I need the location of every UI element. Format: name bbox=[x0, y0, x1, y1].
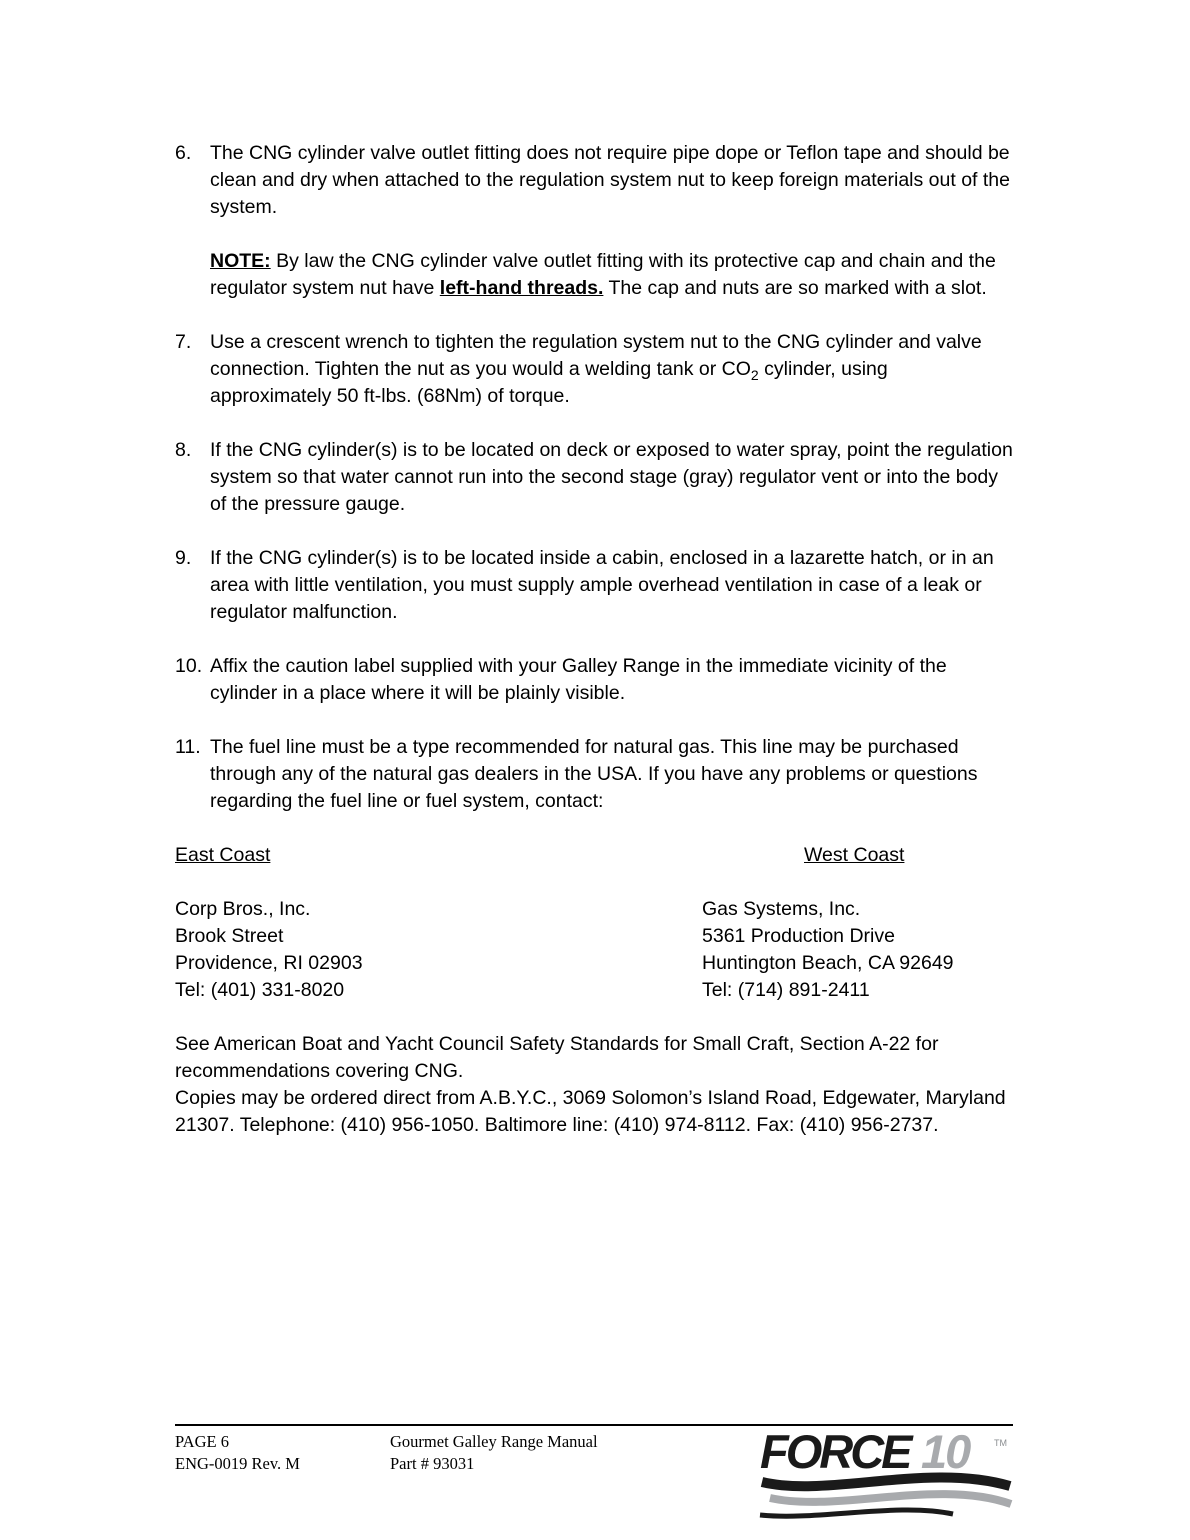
closing-paragraph: Copies may be ordered direct from A.B.Y.C., 3069 Solomon’s Island Road, Edgewater, Maryland 21307. Telephone: (410) 956-1050. Baltimore line: (410) 974-8112. Fax: (410) 956-2737. bbox=[175, 1087, 1006, 1136]
address-line: Gas Systems, Inc. bbox=[702, 898, 861, 920]
paragraph bbox=[210, 545, 1013, 626]
footer-left-column bbox=[175, 1431, 390, 1475]
item-text bbox=[210, 140, 1013, 302]
text-segment: left-hand threads. bbox=[439, 277, 604, 299]
item-text bbox=[210, 329, 1013, 410]
text-segment: The CNG cylinder valve outlet fitting does not require pipe dope or Teflon tape and should be clean and dry when attached to the regulation system nut to keep foreign materials out of the system. bbox=[210, 142, 1010, 218]
item-number: 6. bbox=[175, 142, 192, 164]
text-segment: By law the CNG cylinder valve outlet fitting with its protective cap and chain and the regulator system nut have bbox=[210, 250, 996, 299]
logo-swoosh-bottom bbox=[760, 1510, 953, 1516]
logo-word-force: FORCE bbox=[760, 1428, 910, 1478]
item-number: 11. bbox=[175, 736, 201, 758]
west-coast-heading-cell bbox=[702, 842, 1013, 869]
text-segment: Use a crescent wrench to tighten the regulation system nut to the CNG cylinder and valve connection. Tighten the nut as you would a welding tank or CO bbox=[210, 331, 982, 380]
force10-logo bbox=[758, 1428, 1013, 1524]
west-address bbox=[702, 896, 1013, 1004]
list-item bbox=[175, 329, 1013, 410]
address-line: Providence, RI 02903 bbox=[175, 952, 363, 974]
list-item bbox=[175, 140, 1013, 302]
address-line: Huntington Beach, CA 92649 bbox=[702, 952, 954, 974]
text-segment: 2 bbox=[750, 366, 759, 383]
text-segment: cylinder, using approximately 50 ft-lbs. (68Nm) of torque. bbox=[210, 358, 888, 407]
paragraph bbox=[210, 329, 1013, 410]
closing-paragraphs bbox=[175, 1031, 1013, 1139]
text-segment: The cap and nuts are so marked with a slot. bbox=[603, 277, 987, 299]
paragraph bbox=[210, 653, 1013, 707]
footer-rule bbox=[175, 1424, 1013, 1426]
footer-center-column bbox=[390, 1431, 710, 1475]
item-text bbox=[210, 734, 1013, 815]
east-coast-heading: East Coast bbox=[175, 844, 271, 866]
address-line: Tel: (714) 891-2411 bbox=[702, 979, 870, 1001]
item-number: 7. bbox=[175, 331, 192, 353]
paragraph bbox=[210, 437, 1013, 518]
page-content bbox=[175, 140, 1013, 1139]
item-text bbox=[210, 653, 1013, 707]
text-segment: NOTE: bbox=[210, 250, 271, 272]
item-number: 8. bbox=[175, 439, 192, 461]
contacts-body bbox=[175, 896, 1013, 1004]
force10-logo-graphic bbox=[758, 1428, 1013, 1524]
part-number: Part # 93031 bbox=[390, 1454, 475, 1473]
page-number: PAGE 6 bbox=[175, 1432, 229, 1451]
text-segment: If the CNG cylinder(s) is to be located on deck or exposed to water spray, point the regulation system so that water cannot run into the second stage (gray) regulator vent or into the body of the pressure gauge. bbox=[210, 439, 1013, 515]
list-item bbox=[175, 437, 1013, 518]
contacts-headings bbox=[175, 842, 1013, 869]
address-line: 5361 Production Drive bbox=[702, 925, 895, 947]
list-item bbox=[175, 653, 1013, 707]
item-text bbox=[210, 437, 1013, 518]
west-coast-heading: West Coast bbox=[804, 844, 905, 866]
logo-swoosh-black bbox=[762, 1477, 1010, 1486]
item-number: 10. bbox=[175, 655, 203, 677]
logo-swoosh-gray bbox=[770, 1494, 1011, 1504]
list-item bbox=[175, 545, 1013, 626]
text-segment: Affix the caution label supplied with your Galley Range in the immediate vicinity of the cylinder in a place where it will be plainly visible. bbox=[210, 655, 947, 704]
manual-title: Gourmet Galley Range Manual bbox=[390, 1432, 598, 1451]
text-segment: The fuel line must be a type recommended for natural gas. This line may be purchased through any of the natural gas dealers in the USA. If you have any problems or questions regarding the fuel line or fuel system, contact: bbox=[210, 736, 978, 812]
paragraph bbox=[210, 734, 1013, 815]
paragraph bbox=[210, 248, 1013, 302]
doc-code: ENG-0019 Rev. M bbox=[175, 1454, 300, 1473]
address-line: Brook Street bbox=[175, 925, 284, 947]
text-segment: If the CNG cylinder(s) is to be located inside a cabin, enclosed in a lazarette hatch, or in an area with little ventilation, you must supply ample overhead ventilation in case of a leak or regulator malfunction. bbox=[210, 547, 994, 623]
list-item bbox=[175, 734, 1013, 815]
numbered-list bbox=[175, 140, 1013, 815]
page-footer bbox=[175, 1424, 1013, 1536]
closing-paragraph: See American Boat and Yacht Council Safety Standards for Small Craft, Section A-22 for recommendations covering CNG. bbox=[175, 1033, 939, 1082]
logo-tm-mark: TM bbox=[994, 1438, 1007, 1448]
logo-number-10: 10 bbox=[921, 1428, 970, 1478]
address-line: Corp Bros., Inc. bbox=[175, 898, 311, 920]
item-text bbox=[210, 545, 1013, 626]
address-line: Tel: (401) 331-8020 bbox=[175, 979, 345, 1001]
east-coast-heading-cell bbox=[175, 842, 702, 869]
paragraph bbox=[210, 140, 1013, 221]
item-number: 9. bbox=[175, 547, 192, 569]
east-address bbox=[175, 896, 702, 1004]
